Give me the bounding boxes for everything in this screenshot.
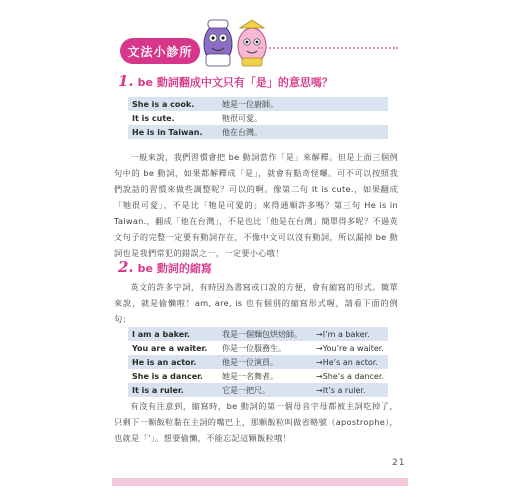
page-number: 21 [392, 458, 406, 468]
example-table-1 [128, 97, 388, 139]
example-english: I am a baker. [128, 327, 218, 341]
example-english: She is a cook. [128, 97, 218, 111]
example-chinese: 我是一個麵包烘焙師。 [218, 327, 312, 341]
mascot-illustration [192, 14, 276, 72]
example-english: It is cute. [128, 111, 218, 125]
table-row [128, 355, 388, 369]
table-row [128, 383, 388, 397]
example-chinese: 她是一位廚師。 [218, 97, 388, 111]
example-contraction: →It’s a ruler. [312, 383, 388, 397]
example-chinese: 牠很可愛。 [218, 111, 388, 125]
table-row [128, 369, 388, 383]
example-contraction: →I’m a baker. [312, 327, 388, 341]
section-badge: 文法小診所 [120, 38, 200, 64]
example-table-2 [128, 327, 388, 397]
example-english: She is a dancer. [128, 369, 218, 383]
example-english: It is a ruler. [128, 383, 218, 397]
example-chinese: 你是一位服務生。 [218, 341, 312, 355]
example-chinese: 他在台灣。 [218, 125, 388, 139]
example-english: You are a waiter. [128, 341, 218, 355]
section-2-intro: 英文的許多字詞，有時因為書寫或口說的方便，會有縮寫的形式。簡單來說，就是偷懶啦！am, are, is 也有個別的縮寫形式喔，請看下面的例句： [114, 282, 398, 324]
section-2-paragraph: 有沒有注意到，縮寫時，be 動詞的第一個母音字母都被主詞吃掉了，只剩下一顆飯粒黏在主詞的嘴巴上，那顆飯粒叫做省略號（apostrophe），也就是「’」。想要偷懶，不能忘記這顆飯粒哦！ [114, 401, 398, 443]
example-english: He is in Taiwan. [128, 125, 218, 139]
example-chinese: 她是一名舞者。 [218, 369, 312, 383]
table-row [128, 125, 388, 139]
table-row [128, 327, 388, 341]
example-contraction: →He’s an actor. [312, 355, 388, 369]
footer-bar [112, 478, 408, 486]
section-2-number: 2. [118, 258, 134, 276]
example-chinese: 它是一把尺。 [218, 383, 312, 397]
table-row [128, 111, 388, 125]
section-1-title: be 動詞翻成中文只有「是」的意思嗎？ [137, 76, 333, 89]
section-1-heading [118, 72, 333, 90]
section-2-heading [118, 258, 212, 276]
section-1-paragraph: 一般來說，我們習慣會把 be 動詞當作「是」來解釋。但是上面三個例句中的 be 動詞，如果都解釋成「是」，就會有點奇怪囉。可不可以按照我們說話的習慣來做些調整呢？可以的啊。像第二句 It is cute.，如果翻成「牠很可愛」，不是比「牠是可愛的」來得通順許多嗎？第三句 He is in Taiwan.，翻成「他在台灣」，不是也比「他是在台灣」簡單得多呢？不過英文句子的完整一定要有動詞存在，不像中文可以沒有動詞，所以漏掉 be 動詞也是我們常犯的錯誤之一，一定要小心哦！ [114, 152, 398, 258]
section-2-title: be 動詞的縮寫 [137, 262, 212, 275]
table-row [128, 97, 388, 111]
table-row [128, 341, 388, 355]
example-contraction: →You’re a waiter. [312, 341, 388, 355]
example-english: He is an actor. [128, 355, 218, 369]
example-contraction: →She’s a dancer. [312, 369, 388, 383]
section-1-number: 1. [118, 72, 134, 90]
example-chinese: 他是一位演員。 [218, 355, 312, 369]
header-divider [258, 47, 398, 49]
